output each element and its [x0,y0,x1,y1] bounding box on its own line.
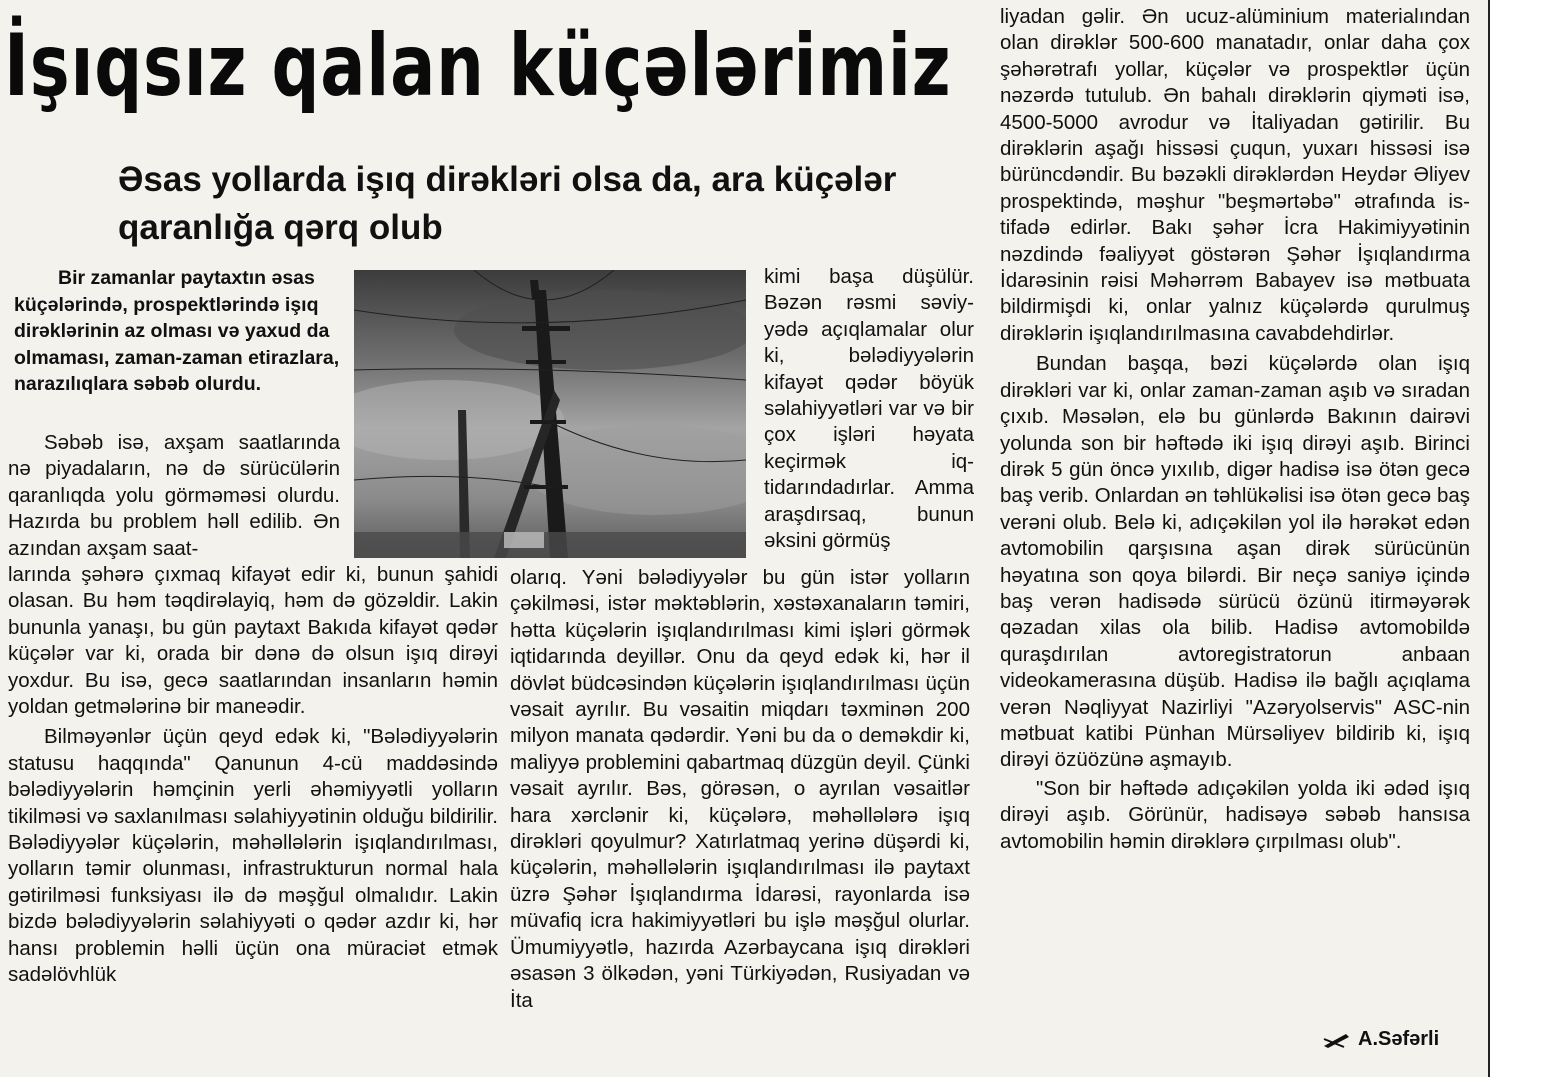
article-subtitle: Əsas yollarda işıq dirəkləri olsa da, ara küçələr qaranlığa qərq olub [118,160,897,247]
column-1-paragraph: Bilməyənlər üçün qeyd edək ki, "Bələdiyyələrin statusu haqqında" Qanunun 4-cü maddəsində bələdiyyələrin həmçinin yerli əhəmiyyətli yolların tikilməsi və saxlanılması səlahiyyətinin olduğu bildirilir. Bələdiyyələr küçələrin, məhəllələrin işıqlandırılması, yolların təmir olunması, infrastrukturun normal hala gətirilməsi funksiyası ilə də məşğul olmalıdır. Lakin bizdə bələdiyyələrin səlahiyyəti o qədər azdır ki, hər hansı problemin həlli üçün ona müraciət etmək sadəlövhlük [8,725,498,987]
utility-pole-illustration [354,270,746,558]
column-3-paragraph: liyadan gəlir. Ən ucuz-alüminium materialından olan dirəklər 500-600 manatadır, onlar daha çox şəhərətrafı yollar, küçələr və prospektlər üçün nəzərdə tutulub. Ən bahalı dirəklərin qiyməti isə, 4500-5000 avrodur və İtaliyadan gətirilir. Bu dirəklərin aşağı hissəsi çuqun, yuxarı hissəsi isə bürüncdəndir. Bu bəzəkli dirəklərdən Heydər Əliyev prospektində, məşhur "beşmərtəbə" ətrafında istifadə edirlər. Bakı şəhər İcra Hakimiyyətinin nəzdində fəaliyyət göstərən Şəhər İşıqlandırma İdarəsinin rəisi Məhərrəm Babayev isə mətbuata bildirmişdi ki, onlar yalnız küçələrdə qurulmuş dirəklərin işıqlandırılmasına cavabdehdirlər. [1000,5,1470,345]
column-1 [8,562,498,989]
column-3 [1000,4,1470,855]
byline [1322,1026,1482,1052]
photo-crossarm [524,485,568,489]
photo-building [504,532,544,548]
column-2-main-text: olarıq. Yəni bələdiyyələr bu gün istər yolların çəkilməsi, istər məktəblərin, xəstəxanaların təmiri, hətta küçələrin işıqlandırılması kimi işləri görmək iqtidarında deyillər. Onu da qeyd edək ki, hər il dövlət büdcəsindən küçələrin işıqlandırılması üçün vəsait ayrılır. Bu vəsaitin miqdarı təxminən 200 milyon manata qədərdir. Yəni bu da o deməkdir ki, maliyyə problemini qabartmaq düzgün deyil. Çünki vəsait ayrılır. Bəs, görəsən, o ayrılan vəsaitlər hara xərclənir ki, küçələrə, məhəllələrə işıq dirəkləri qoyulmur? Xatırlatmaq yerinə düşərdi ki, küçələrin, məhəllələrin işıqlandırılması ilə paytaxt üzrə Şəhər İşıqlandırma İdarəsi, rayonlarda isə müvafiq icra hakimiyyətləri bu işlə məşğul olurlar. Ümumiyyətlə, hazırda Azərbaycana işıq dirəkləri əsasən 3 ölkədən, yəni Türkiyədən, Rusiyadan və İta [510,566,970,1012]
article-lead: Bir zamanlar paytaxtın əsas küçələrində, prospektlərində işıq dirəklərinin az olması və yaxud da olmaması, zaman-zaman etirazlara, narazılıqlara səbəb olurdu. [14,267,340,395]
photo-cloud [454,290,746,370]
column-1-paragraph: larında şəhərə çıxmaq kifayət edir ki, bunun şahidi olasan. Bu həm təqdirəlayiq, həm də gözəldir. Lakin bununla yanaşı, bu gün paytaxt Bakıda kifayət qədər küçələr var ki, orada bir dənə də olsun işıq dirəyi yoxdur. Bu isə, gecə saatlarından insanların həmin yoldan getmələrinə bir maneədir. [8,563,498,719]
photo-crossarm [526,360,566,364]
utility-pole-photo [354,270,746,558]
article-title: İşıqsız qalan küçələrimiz [4,16,952,116]
column-2-side-text: kimi başa düşülür. Bəzən rəsmi səviyyədə açıqlamalar olur ki, bələdiyyələrin kifayət qədər böyük səlahiyyətləri var və bir çox işləri həyata keçirmək iqtidarındadırlar. Amma araşdırsaq, bunun əksini görmüş [764,265,974,553]
column-3-paragraph: "Son bir həftədə adıçəkilən yolda iki ədəd işıq dirəyi aşıb. Görünür, hadisəyə səbəb hansısa avtomobilin həmin dirəklərə çırpılması olub". [1000,776,1470,853]
photo-crossarm [522,326,570,331]
page-edge-rule [1488,0,1490,1077]
photo-ground [354,532,746,558]
author-name: A.Səfərli [1358,1028,1440,1050]
column-1-top-text: Səbəb isə, axşam saatlarında nə piyadaların, nə də sürücülərin qaranlıqda yolu görməməsi olurdu. Hazırda bu problem həll edilib. Ən azından axşam saat- [8,431,340,560]
pen-icon [1322,1031,1352,1049]
column-3-paragraph: Bundan başqa, bəzi küçələrdə olan işıq dirəkləri var ki, onlar zaman-zaman aşıb və sıradan çıxıb. Məsələn, elə bu günlərdə Bakının dairəvi yolunda son bir həftədə iki işıq dirəyi aşıb. Birinci dirək 5 gün öncə yıxılıb, digər hadisə isə ötən gecə baş verib. Onlardan ən təhlükəlisi isə ötən gecə baş verəni olub. Belə ki, adıçəkilən yol ilə hərəkət edən avtomobilin qarşısına aşan dirək sürücünün həyatına son qoya bilərdi. Bir neçə saniyə içində baş verən hadisədə sürücü özünü itirməyərək qəzadan xilas ola bilib. Hadisə avtomobildə quraşdırılan avtoregistratorun anbaan videokamerasına düşüb. Hadisə ilə bağlı açıqlama verən Nəqliyyat Nazirliyi "Azəryolservis" ASC-nin mətbuat katibi Pünhan Mürsəliyev bildirib ki, işıq dirəyi özüözünə aşmayıb. [1000,352,1470,772]
